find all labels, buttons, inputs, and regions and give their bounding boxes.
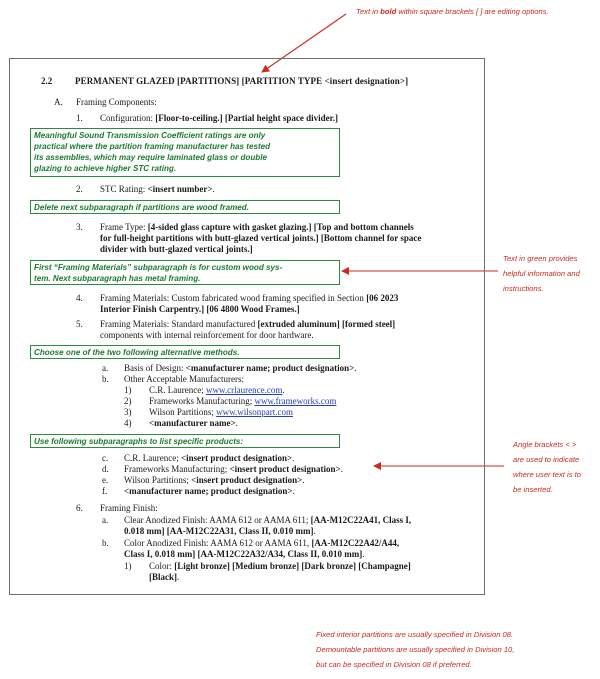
item-4-number: 4. xyxy=(76,293,83,303)
manufacturer-3-number: 3) xyxy=(124,407,132,417)
finish-b1-line-1: Color: [Light bronze] [Medium bronze] [Dark bronze] [Champagne] xyxy=(149,561,411,571)
annotation-square-brackets: Text in bold within square brackets [ ] are editing options. xyxy=(356,7,549,16)
finish-b-letter: b. xyxy=(102,538,109,548)
item-5a-text: Basis of Design: <manufacturer name; product designation>. xyxy=(124,363,357,373)
item-6-number: 6. xyxy=(76,503,83,513)
annotation-green-text: Text in green provides helpful information and instructions. xyxy=(503,254,580,293)
finish-a-letter: a. xyxy=(102,515,109,525)
item-5a-letter: a. xyxy=(102,363,109,373)
finish-a-line-2: 0.018 mm] [AA-M12C22A31, Class II, 0.010 mm]. xyxy=(124,526,316,536)
item-3-line-3: divider with butt-glazed vertical joints.] xyxy=(100,244,253,254)
product-c: C.R. Laurence; <insert product designation>. xyxy=(124,453,295,463)
manufacturer-4-number: 4) xyxy=(124,418,132,428)
manufacturer-2-number: 2) xyxy=(124,396,132,406)
note-stc-ratings: Meaningful Sound Transmission Coefficient ratings are only practical where the partition framing manufacturer has tested its assemblies, which may require laminated glass or double glazing to achieve higher STC rating. xyxy=(30,128,340,177)
item-5b-text: Other Acceptable Manufacturers: xyxy=(124,374,244,384)
product-f: <manufacturer name; product designation>. xyxy=(124,486,295,496)
manufacturer-1: C.R. Laurence; www.crlaurence.com. xyxy=(149,385,285,395)
item-3-line-2: for full-height partitions with butt-glazed vertical joints.] [Bottom channel for space xyxy=(100,233,422,243)
finish-a-line-1: Clear Anodized Finish: AAMA 612 or AAMA 611; [AA-M12C22A41, Class I, xyxy=(124,515,412,525)
manufacturer-1-link[interactable]: www.crlaurence.com xyxy=(205,385,283,395)
note-delete-wood: Delete next subparagraph if partitions are wood framed. xyxy=(30,200,340,214)
note-specific-products: Use following subparagraphs to list specific products: xyxy=(30,434,340,448)
finish-b1-line-2: [Black]. xyxy=(149,572,180,582)
manufacturer-1-number: 1) xyxy=(124,385,132,395)
section-number: 2.2 xyxy=(41,76,53,86)
product-e: Wilson Partitions; <insert product designation>. xyxy=(124,475,305,485)
item-5b-letter: b. xyxy=(102,374,109,384)
item-5-number: 5. xyxy=(76,319,83,329)
product-d-letter: d. xyxy=(102,464,109,474)
item-1-number: 1. xyxy=(76,113,83,123)
item-3-number: 3. xyxy=(76,222,83,232)
item-1-text: Configuration: [Floor-to-ceiling.] [Partial height space divider.] xyxy=(100,113,339,123)
paragraph-a-title: Framing Components: xyxy=(76,97,157,107)
item-5-line-1: Framing Materials: Standard manufactured [extruded aluminum] [formed steel] xyxy=(100,319,396,329)
annotation-division: Fixed interior partitions are usually specified in Division 08. Demountable partitions are usually specified in Division 10, but can be specified in Division 08 if preferred. xyxy=(316,630,515,669)
item-5-line-2: components with internal reinforcement for door hardware. xyxy=(100,330,314,340)
finish-b1-number: 1) xyxy=(124,561,132,571)
note-framing-materials: First “Framing Materials” subparagraph is for custom wood sys- tem. Next subparagraph has metal framing. xyxy=(30,260,340,285)
annotation-angle-brackets: Angle brackets < > are used to indicate where user text is to be inserted. xyxy=(513,440,581,494)
item-6-title: Framing Finish: xyxy=(100,503,158,513)
item-2-text: STC Rating: <insert number>. xyxy=(100,184,215,194)
item-4-line-2: Interior Finish Carpentry.] [06 4800 Wood Frames.] xyxy=(100,304,300,314)
product-d: Frameworks Manufacturing; <insert product designation>. xyxy=(124,464,343,474)
item-2-number: 2. xyxy=(76,184,83,194)
product-e-letter: e. xyxy=(102,475,109,485)
note-alternative-methods: Choose one of the two following alternative methods. xyxy=(30,345,340,359)
finish-b-line-2: Class I, 0.018 mm] [AA-M12C22A32/A34, Class II, 0.010 mm]. xyxy=(124,549,365,559)
finish-b-line-1: Color Anodized Finish: AAMA 612 or AAMA 611, [AA-M12C22A42/A44, xyxy=(124,538,400,548)
item-3-line-1: Frame Type: [4-sided glass capture with gasket glazing.] [Top and bottom channels xyxy=(100,222,414,232)
product-f-letter: f. xyxy=(102,486,108,496)
product-c-letter: c. xyxy=(102,453,109,463)
spec-page xyxy=(9,58,485,595)
manufacturer-2: Frameworks Manufacturing; www.frameworks.com xyxy=(149,396,337,406)
paragraph-a-letter: A. xyxy=(54,97,63,107)
manufacturer-2-link[interactable]: www.frameworks.com xyxy=(254,396,337,406)
manufacturer-3: Wilson Partitions; www.wilsonpart.com xyxy=(149,407,294,417)
section-heading: PERMANENT GLAZED [PARTITIONS] [PARTITION TYPE <insert designation>] xyxy=(75,76,409,86)
manufacturer-4: <manufacturer name>. xyxy=(149,418,238,428)
manufacturer-3-link[interactable]: www.wilsonpart.com xyxy=(216,407,294,417)
item-4-line-1: Framing Materials: Custom fabricated wood framing specified in Section [06 2023 xyxy=(100,293,399,303)
